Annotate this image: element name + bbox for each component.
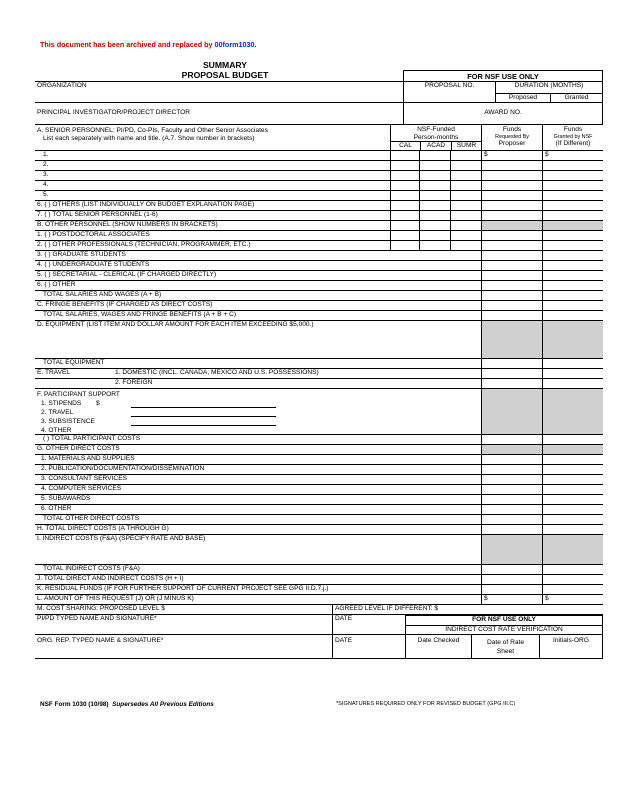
senior-personnel-row-acad-input[interactable] xyxy=(419,171,450,180)
total-equipment-row-funds-granted-input[interactable] xyxy=(542,359,603,368)
funds-granted-label: Funds xyxy=(563,126,583,133)
shaded-cell xyxy=(481,535,542,564)
award-no-field[interactable] xyxy=(403,103,603,124)
other-personnel-row-funds-requested-input[interactable] xyxy=(481,231,542,240)
shaded-cell xyxy=(481,221,542,230)
travel-foreign-row-funds-requested-input[interactable] xyxy=(481,379,542,388)
senior-personnel-row-sumr-input[interactable] xyxy=(450,201,481,210)
section-b-header xyxy=(35,221,603,231)
organization-field[interactable] xyxy=(35,82,403,102)
award-no-label: AWARD NO. xyxy=(484,109,522,116)
archive-notice xyxy=(40,40,257,49)
residual-funds-row-label: K. RESIDUAL FUNDS (IF FOR FURTHER SUPPORT OF CURRENT PROJECT SEE GPG II.D.7.j.) xyxy=(37,585,329,592)
date-of-rate-field[interactable] xyxy=(471,635,539,658)
senior-personnel-row xyxy=(35,191,603,201)
section-a-title xyxy=(35,125,390,150)
total-salaries-row-funds-requested-input[interactable] xyxy=(481,291,542,300)
senior-personnel-row-cal-input[interactable] xyxy=(390,161,419,170)
senior-personnel-row-label: 3. xyxy=(43,171,49,178)
amount-request-row-funds-requested-input[interactable]: $ xyxy=(481,595,542,604)
other-direct-cost-row xyxy=(35,465,603,475)
proposal-no-field[interactable] xyxy=(403,82,495,102)
other-personnel-row-acad-input[interactable] xyxy=(419,241,450,250)
senior-personnel-row-funds-granted-input[interactable] xyxy=(542,161,603,170)
other-personnel-row-label: 5. ( ) SECRETARIAL - CLERICAL (IF CHARGED DIRECTLY) xyxy=(37,271,217,278)
senior-personnel-row-funds-granted-input[interactable] xyxy=(542,181,603,190)
nsf-use-only-label: FOR NSF USE ONLY xyxy=(406,615,602,625)
participant-stipends-label: 1. STIPENDS xyxy=(41,400,82,407)
senior-personnel-row xyxy=(35,211,603,221)
amount-request-row-label: L. AMOUNT OF THIS REQUEST (J) OR (J MINUS K) xyxy=(37,595,194,602)
other-personnel-row xyxy=(35,251,603,261)
total-equipment-row xyxy=(35,359,603,369)
senior-personnel-row xyxy=(35,151,603,161)
senior-personnel-row xyxy=(35,161,603,171)
senior-personnel-row-label: 1. xyxy=(43,151,49,158)
other-personnel-row-label: 6. ( ) OTHER xyxy=(37,281,76,288)
senior-personnel-row-acad-input[interactable] xyxy=(419,191,450,200)
travel-label: E. TRAVEL xyxy=(37,369,71,376)
funds-requested-header xyxy=(481,125,542,150)
total-salaries-row-funds-granted-input[interactable] xyxy=(542,291,603,300)
senior-personnel-row-cal-input[interactable] xyxy=(390,151,419,160)
senior-personnel-row-acad-input[interactable] xyxy=(419,201,450,210)
total-direct-indirect-row-funds-requested-input[interactable] xyxy=(481,575,542,584)
supersedes-note: Supersedes All Previous Editions xyxy=(112,701,214,708)
participant-stipends-line xyxy=(37,399,479,408)
equipment-label: D. EQUIPMENT (LIST ITEM AND DOLLAR AMOUNT FOR EACH ITEM EXCEEDING $5,000.) xyxy=(37,321,314,328)
total-direct-costs-row-label: H. TOTAL DIRECT COSTS (A THROUGH G) xyxy=(37,525,169,532)
total-salaries-fringe-row xyxy=(35,311,603,321)
granted-label: Granted xyxy=(550,94,602,102)
fringe-benefits-row-label: C. FRINGE BENEFITS (IF CHARGED AS DIRECT COSTS) xyxy=(37,301,213,308)
cost-sharing-agreed[interactable]: AGREED LEVEL IF DIFFERENT: $ xyxy=(332,605,603,614)
other-personnel-row-cal-input[interactable] xyxy=(390,231,419,240)
other-direct-cost-row-funds-requested-input[interactable] xyxy=(481,465,542,474)
other-direct-cost-row-funds-granted-input[interactable] xyxy=(542,495,603,504)
senior-personnel-row-funds-requested-input[interactable] xyxy=(481,201,542,210)
senior-personnel-row-funds-granted-input[interactable] xyxy=(542,201,603,210)
requested-by-label: Requested By xyxy=(495,133,529,140)
total-salaries-row-label: TOTAL SALARIES AND WAGES (A + B) xyxy=(43,291,162,298)
senior-personnel-row-cal-input[interactable] xyxy=(390,201,419,210)
other-direct-cost-row-funds-granted-input[interactable] xyxy=(542,475,603,484)
senior-personnel-row-sumr-input[interactable] xyxy=(450,171,481,180)
dollar-sign: $ xyxy=(96,400,100,407)
org-signature-row xyxy=(35,635,603,659)
section-a-line1: A. SENIOR PERSONNEL: PI/PD, Co-PIs, Faculty and Other Senior Associates xyxy=(37,127,268,134)
initials-field[interactable]: Initials-ORG xyxy=(539,635,603,658)
other-direct-cost-row-funds-requested-input[interactable] xyxy=(481,495,542,504)
total-salaries-fringe-row-label: TOTAL SALARIES, WAGES AND FRINGE BENEFITS (A + B + C) xyxy=(43,311,237,318)
total-indirect-row-funds-requested-input[interactable] xyxy=(481,565,542,574)
proposed-label: Proposed xyxy=(508,94,538,101)
other-personnel-row-funds-requested-input[interactable] xyxy=(481,251,542,260)
pi-signature-row xyxy=(35,615,603,635)
total-direct-costs-row xyxy=(35,525,603,535)
travel-domestic-funds-requested-input[interactable] xyxy=(481,369,542,378)
other-personnel-row xyxy=(35,231,603,241)
other-personnel-row-sumr-input[interactable] xyxy=(450,231,481,240)
indirect-costs-block xyxy=(35,535,603,565)
other-direct-cost-row-funds-granted-input[interactable] xyxy=(542,455,603,464)
title-line-1: SUMMARY xyxy=(202,60,248,70)
other-direct-cost-row-funds-requested-input[interactable] xyxy=(481,485,542,494)
funds-requested-label: Funds xyxy=(502,126,522,133)
shaded-cell xyxy=(542,389,603,434)
empty-cell xyxy=(390,221,419,230)
fringe-benefits-row-funds-requested-input[interactable] xyxy=(481,301,542,310)
senior-personnel-row-funds-requested-input[interactable] xyxy=(481,171,542,180)
other-personnel-row-funds-granted-input[interactable] xyxy=(542,231,603,240)
senior-personnel-row-cal-input[interactable] xyxy=(390,191,419,200)
date-of-rate-label: Date of Rate xyxy=(486,639,525,646)
other-personnel-row-funds-granted-input[interactable] xyxy=(542,281,603,290)
senior-personnel-row-funds-requested-input[interactable] xyxy=(481,161,542,170)
senior-personnel-row-funds-granted-input[interactable] xyxy=(542,171,603,180)
other-direct-cost-row xyxy=(35,485,603,495)
other-personnel-row-label: 3. ( ) GRADUATE STUDENTS xyxy=(37,251,126,258)
other-direct-cost-row xyxy=(35,495,603,505)
shaded-cell xyxy=(542,221,603,230)
total-salaries-fringe-row-funds-requested-input[interactable] xyxy=(481,311,542,320)
other-direct-cost-row-funds-requested-input[interactable] xyxy=(481,455,542,464)
travel-domestic-row xyxy=(35,369,603,379)
other-direct-cost-row xyxy=(35,505,603,515)
other-direct-cost-row-funds-granted-input[interactable] xyxy=(542,505,603,514)
other-personnel-row-funds-granted-input[interactable] xyxy=(542,251,603,260)
proposer-label: Proposer xyxy=(498,140,526,147)
total-equipment-row-funds-requested-input[interactable] xyxy=(481,359,542,368)
senior-personnel-row-acad-input[interactable] xyxy=(419,161,450,170)
cal-label: CAL xyxy=(399,142,412,150)
pi-label: PRINCIPAL INVESTIGATOR/PROJECT DIRECTOR xyxy=(37,109,191,116)
amount-request-row-funds-granted-input[interactable]: $ xyxy=(542,595,603,604)
other-direct-cost-row-funds-requested-input[interactable] xyxy=(481,505,542,514)
other-personnel-row-label: 1. ( ) POSTDOCTORAL ASSOCIATES xyxy=(37,231,150,238)
other-personnel-row-funds-requested-input[interactable] xyxy=(481,281,542,290)
senior-personnel-row-label: 7. ( ) TOTAL SENIOR PERSONNEL (1-6) xyxy=(37,211,158,218)
other-direct-costs-header-funds-requested-input xyxy=(481,445,542,454)
participant-travel-line xyxy=(37,408,479,417)
total-direct-indirect-row xyxy=(35,575,603,585)
total-other-direct-row-label: TOTAL OTHER DIRECT COSTS xyxy=(43,515,140,522)
budget-form xyxy=(35,81,603,659)
duration-field xyxy=(495,82,603,102)
nsf-use-block xyxy=(405,615,603,634)
other-personnel-row-funds-granted-input[interactable] xyxy=(542,261,603,270)
other-direct-cost-row-label: 3. CONSULTANT SERVICES xyxy=(41,475,127,482)
shaded-cell xyxy=(542,321,603,358)
granted-by-label: Granted by NSF xyxy=(553,133,593,140)
total-participant-row-funds-granted-input[interactable] xyxy=(542,435,603,444)
nsf-use-only-header: FOR NSF USE ONLY xyxy=(403,70,603,81)
total-salaries-row xyxy=(35,291,603,301)
other-personnel-row-funds-granted-input[interactable] xyxy=(542,271,603,280)
acad-label: ACAD xyxy=(420,142,451,150)
other-personnel-row xyxy=(35,281,603,291)
other-personnel-row-funds-granted-input[interactable] xyxy=(542,241,603,250)
total-participant-row-funds-requested-input[interactable] xyxy=(481,435,542,444)
empty-cell xyxy=(450,221,481,230)
other-personnel-row-cal-input[interactable] xyxy=(390,241,419,250)
senior-personnel-row-label: 5. xyxy=(43,191,49,198)
indirect-costs-label: I. INDIRECT COSTS (F&A) (SPECIFY RATE AND BASE) xyxy=(37,535,206,542)
senior-personnel-row-label: 6. ( ) OTHERS (LIST INDIVIDUALLY ON BUDGET EXPLANATION PAGE) xyxy=(37,201,255,208)
senior-personnel-row-cal-input[interactable] xyxy=(390,211,419,220)
other-direct-cost-row xyxy=(35,455,603,465)
participant-subsistence-line xyxy=(37,417,479,426)
residual-funds-row-funds-requested-input[interactable] xyxy=(481,585,542,594)
archive-notice-text: This document has been archived and replaced by xyxy=(40,40,215,49)
participant-stipends-input[interactable] xyxy=(131,401,276,408)
total-other-direct-row xyxy=(35,515,603,525)
senior-personnel-row xyxy=(35,201,603,211)
proposal-no-label: PROPOSAL NO. xyxy=(424,82,475,89)
senior-personnel-row-funds-requested-input[interactable] xyxy=(481,211,542,220)
participant-travel-input[interactable] xyxy=(131,410,276,417)
total-equipment-row-label: TOTAL EQUIPMENT xyxy=(43,359,105,366)
other-personnel-row-sumr-input[interactable] xyxy=(450,241,481,250)
other-direct-cost-row-label: 2. PUBLICATION/DOCUMENTATION/DISSEMINATION xyxy=(41,465,205,472)
fringe-benefits-row-funds-granted-input[interactable] xyxy=(542,301,603,310)
section-a-line2: List each separately with name and title. (A.7. Show number in brackets) xyxy=(43,134,255,142)
senior-personnel-row xyxy=(35,181,603,191)
other-direct-cost-row-funds-granted-input[interactable] xyxy=(542,465,603,474)
shaded-cell xyxy=(481,389,542,434)
shaded-cell xyxy=(542,535,603,564)
travel-foreign-row xyxy=(35,379,603,389)
total-participant-row xyxy=(35,435,603,445)
duration-label: DURATION (MONTHS) xyxy=(514,82,584,89)
if-different-label: (If Different) xyxy=(555,140,591,147)
residual-funds-row xyxy=(35,585,603,595)
pi-row xyxy=(35,103,603,125)
empty-cell xyxy=(419,221,450,230)
senior-personnel-row-sumr-input[interactable] xyxy=(450,211,481,220)
org-signature-field[interactable]: ORG. REP. TYPED NAME & SIGNATURE* xyxy=(37,637,164,644)
section-b-title: B. OTHER PERSONNEL (SHOW NUMBERS IN BRACKETS) xyxy=(37,221,218,228)
other-personnel-row-label: 4. ( ) UNDERGRADUATE STUDENTS xyxy=(37,261,150,268)
participant-support-title: F. PARTICIPANT SUPPORT xyxy=(37,391,120,398)
participant-other-line xyxy=(37,426,479,434)
other-personnel-row-label: 2. ( ) OTHER PROFESSIONALS (TECHNICIAN, PROGRAMMER, ETC.) xyxy=(37,241,251,248)
person-months-header xyxy=(390,125,481,150)
title-line-2: PROPOSAL BUDGET xyxy=(181,70,269,80)
senior-personnel-row-funds-requested-input[interactable] xyxy=(481,181,542,190)
participant-travel-label: 2. TRAVEL xyxy=(41,409,74,416)
senior-personnel-row-funds-granted-input[interactable] xyxy=(542,211,603,220)
participant-support-label xyxy=(35,389,481,434)
senior-personnel-row-label: 2. xyxy=(43,161,49,168)
person-months-label: Person-months xyxy=(413,133,459,141)
equipment-block xyxy=(35,321,603,359)
pi-signature-field[interactable]: PI/PD TYPED NAME AND SIGNATURE* xyxy=(37,615,157,622)
total-indirect-row xyxy=(35,565,603,575)
pi-field[interactable] xyxy=(35,103,403,124)
senior-personnel-row-funds-granted-input[interactable]: $ xyxy=(542,151,603,160)
fringe-benefits-row xyxy=(35,301,603,311)
travel-domestic-funds-granted-input[interactable] xyxy=(542,369,603,378)
other-direct-cost-row-label: 6. OTHER xyxy=(41,505,72,512)
other-direct-costs-header-funds-granted-input xyxy=(542,445,603,454)
date-checked-field[interactable]: Date Checked xyxy=(405,635,471,658)
signature-note: *SIGNATURES REQUIRED ONLY FOR REVISED BUDGET (GPG III.C) xyxy=(336,701,516,707)
other-personnel-row xyxy=(35,241,603,251)
form-footer xyxy=(40,701,214,708)
other-personnel-row-acad-input[interactable] xyxy=(419,231,450,240)
other-direct-cost-row-label: 4. COMPUTER SERVICES xyxy=(41,485,122,492)
other-direct-cost-row-funds-requested-input[interactable] xyxy=(481,475,542,484)
senior-personnel-row-cal-input[interactable] xyxy=(390,171,419,180)
total-direct-indirect-row-funds-granted-input[interactable] xyxy=(542,575,603,584)
participant-subsistence-input[interactable] xyxy=(131,419,276,426)
senior-personnel-row xyxy=(35,171,603,181)
other-direct-cost-row-label: 5. SUBAWARDS xyxy=(41,495,91,502)
other-direct-costs-header-label: G. OTHER DIRECT COSTS xyxy=(37,445,120,452)
participant-support-block xyxy=(35,389,603,435)
senior-personnel-row-label: 4. xyxy=(43,181,49,188)
other-direct-cost-row xyxy=(35,475,603,485)
travel-foreign-row-label: 2. FOREIGN xyxy=(115,379,153,386)
total-participant-row-label: ( ) TOTAL PARTICIPANT COSTS xyxy=(43,435,141,442)
total-direct-costs-row-funds-requested-input[interactable] xyxy=(481,525,542,534)
total-direct-costs-row-funds-granted-input[interactable] xyxy=(542,525,603,534)
funds-granted-header xyxy=(542,125,603,150)
residual-funds-row-funds-granted-input[interactable] xyxy=(542,585,603,594)
total-other-direct-row-funds-granted-input[interactable] xyxy=(542,515,603,524)
participant-subsistence-label: 3. SUBSISTENCE xyxy=(41,418,95,425)
page-title xyxy=(160,60,290,80)
senior-personnel-row-sumr-input[interactable] xyxy=(450,161,481,170)
participant-other-label: 4. OTHER xyxy=(41,427,72,434)
total-direct-indirect-row-label: J. TOTAL DIRECT AND INDIRECT COSTS (H + I) xyxy=(37,575,184,582)
other-personnel-row xyxy=(35,261,603,271)
other-direct-costs-header xyxy=(35,445,603,455)
senior-personnel-row-funds-requested-input[interactable] xyxy=(481,191,542,200)
travel-domestic-label xyxy=(35,369,481,378)
senior-personnel-row-funds-granted-input[interactable] xyxy=(542,191,603,200)
sheet-label: Sheet xyxy=(496,648,515,655)
cost-sharing-row xyxy=(35,605,603,615)
senior-personnel-row-acad-input[interactable] xyxy=(419,211,450,220)
other-direct-cost-row-funds-granted-input[interactable] xyxy=(542,485,603,494)
senior-personnel-row-acad-input[interactable] xyxy=(419,181,450,190)
total-indirect-row-label: TOTAL INDIRECT COSTS (F&A) xyxy=(43,565,140,572)
sumr-label: SUMR xyxy=(451,142,481,150)
organization-label: ORGANIZATION xyxy=(37,82,87,89)
total-other-direct-row-funds-requested-input[interactable] xyxy=(481,515,542,524)
other-direct-cost-row-label: 1. MATERIALS AND SUPPLIES xyxy=(41,455,135,462)
cost-sharing-proposed[interactable]: M. COST SHARING: PROPOSED LEVEL $ xyxy=(37,605,165,612)
senior-personnel-row-sumr-input[interactable] xyxy=(450,181,481,190)
other-personnel-row xyxy=(35,271,603,281)
senior-personnel-row-cal-input[interactable] xyxy=(390,181,419,190)
total-indirect-row-funds-granted-input[interactable] xyxy=(542,565,603,574)
other-personnel-row-funds-requested-input[interactable] xyxy=(481,271,542,280)
shaded-cell xyxy=(481,321,542,358)
travel-foreign-row-funds-granted-input[interactable] xyxy=(542,379,603,388)
senior-personnel-row-funds-requested-input[interactable]: $ xyxy=(481,151,542,160)
amount-request-row xyxy=(35,595,603,605)
org-date-field[interactable]: DATE xyxy=(332,635,405,658)
travel-domestic-text: 1. DOMESTIC (INCL. CANADA, MEXICO AND U.S. POSSESSIONS) xyxy=(115,369,319,376)
other-personnel-row-funds-requested-input[interactable] xyxy=(481,261,542,270)
verification-label: INDIRECT COST RATE VERIFICATION xyxy=(406,625,602,634)
organization-row xyxy=(35,81,603,103)
nsf-funded-label: NSF-Funded xyxy=(417,126,455,133)
total-salaries-fringe-row-funds-granted-input[interactable] xyxy=(542,311,603,320)
senior-personnel-row-sumr-input[interactable] xyxy=(450,191,481,200)
replacement-form-link[interactable]: 00form1030. xyxy=(214,40,257,49)
pi-date-field[interactable]: DATE xyxy=(332,615,405,634)
senior-personnel-row-sumr-input[interactable] xyxy=(450,151,481,160)
form-number: NSF Form 1030 (10/98) xyxy=(40,701,109,708)
other-personnel-row-funds-requested-input[interactable] xyxy=(481,241,542,250)
senior-personnel-row-acad-input[interactable] xyxy=(419,151,450,160)
section-a-header xyxy=(35,125,603,151)
